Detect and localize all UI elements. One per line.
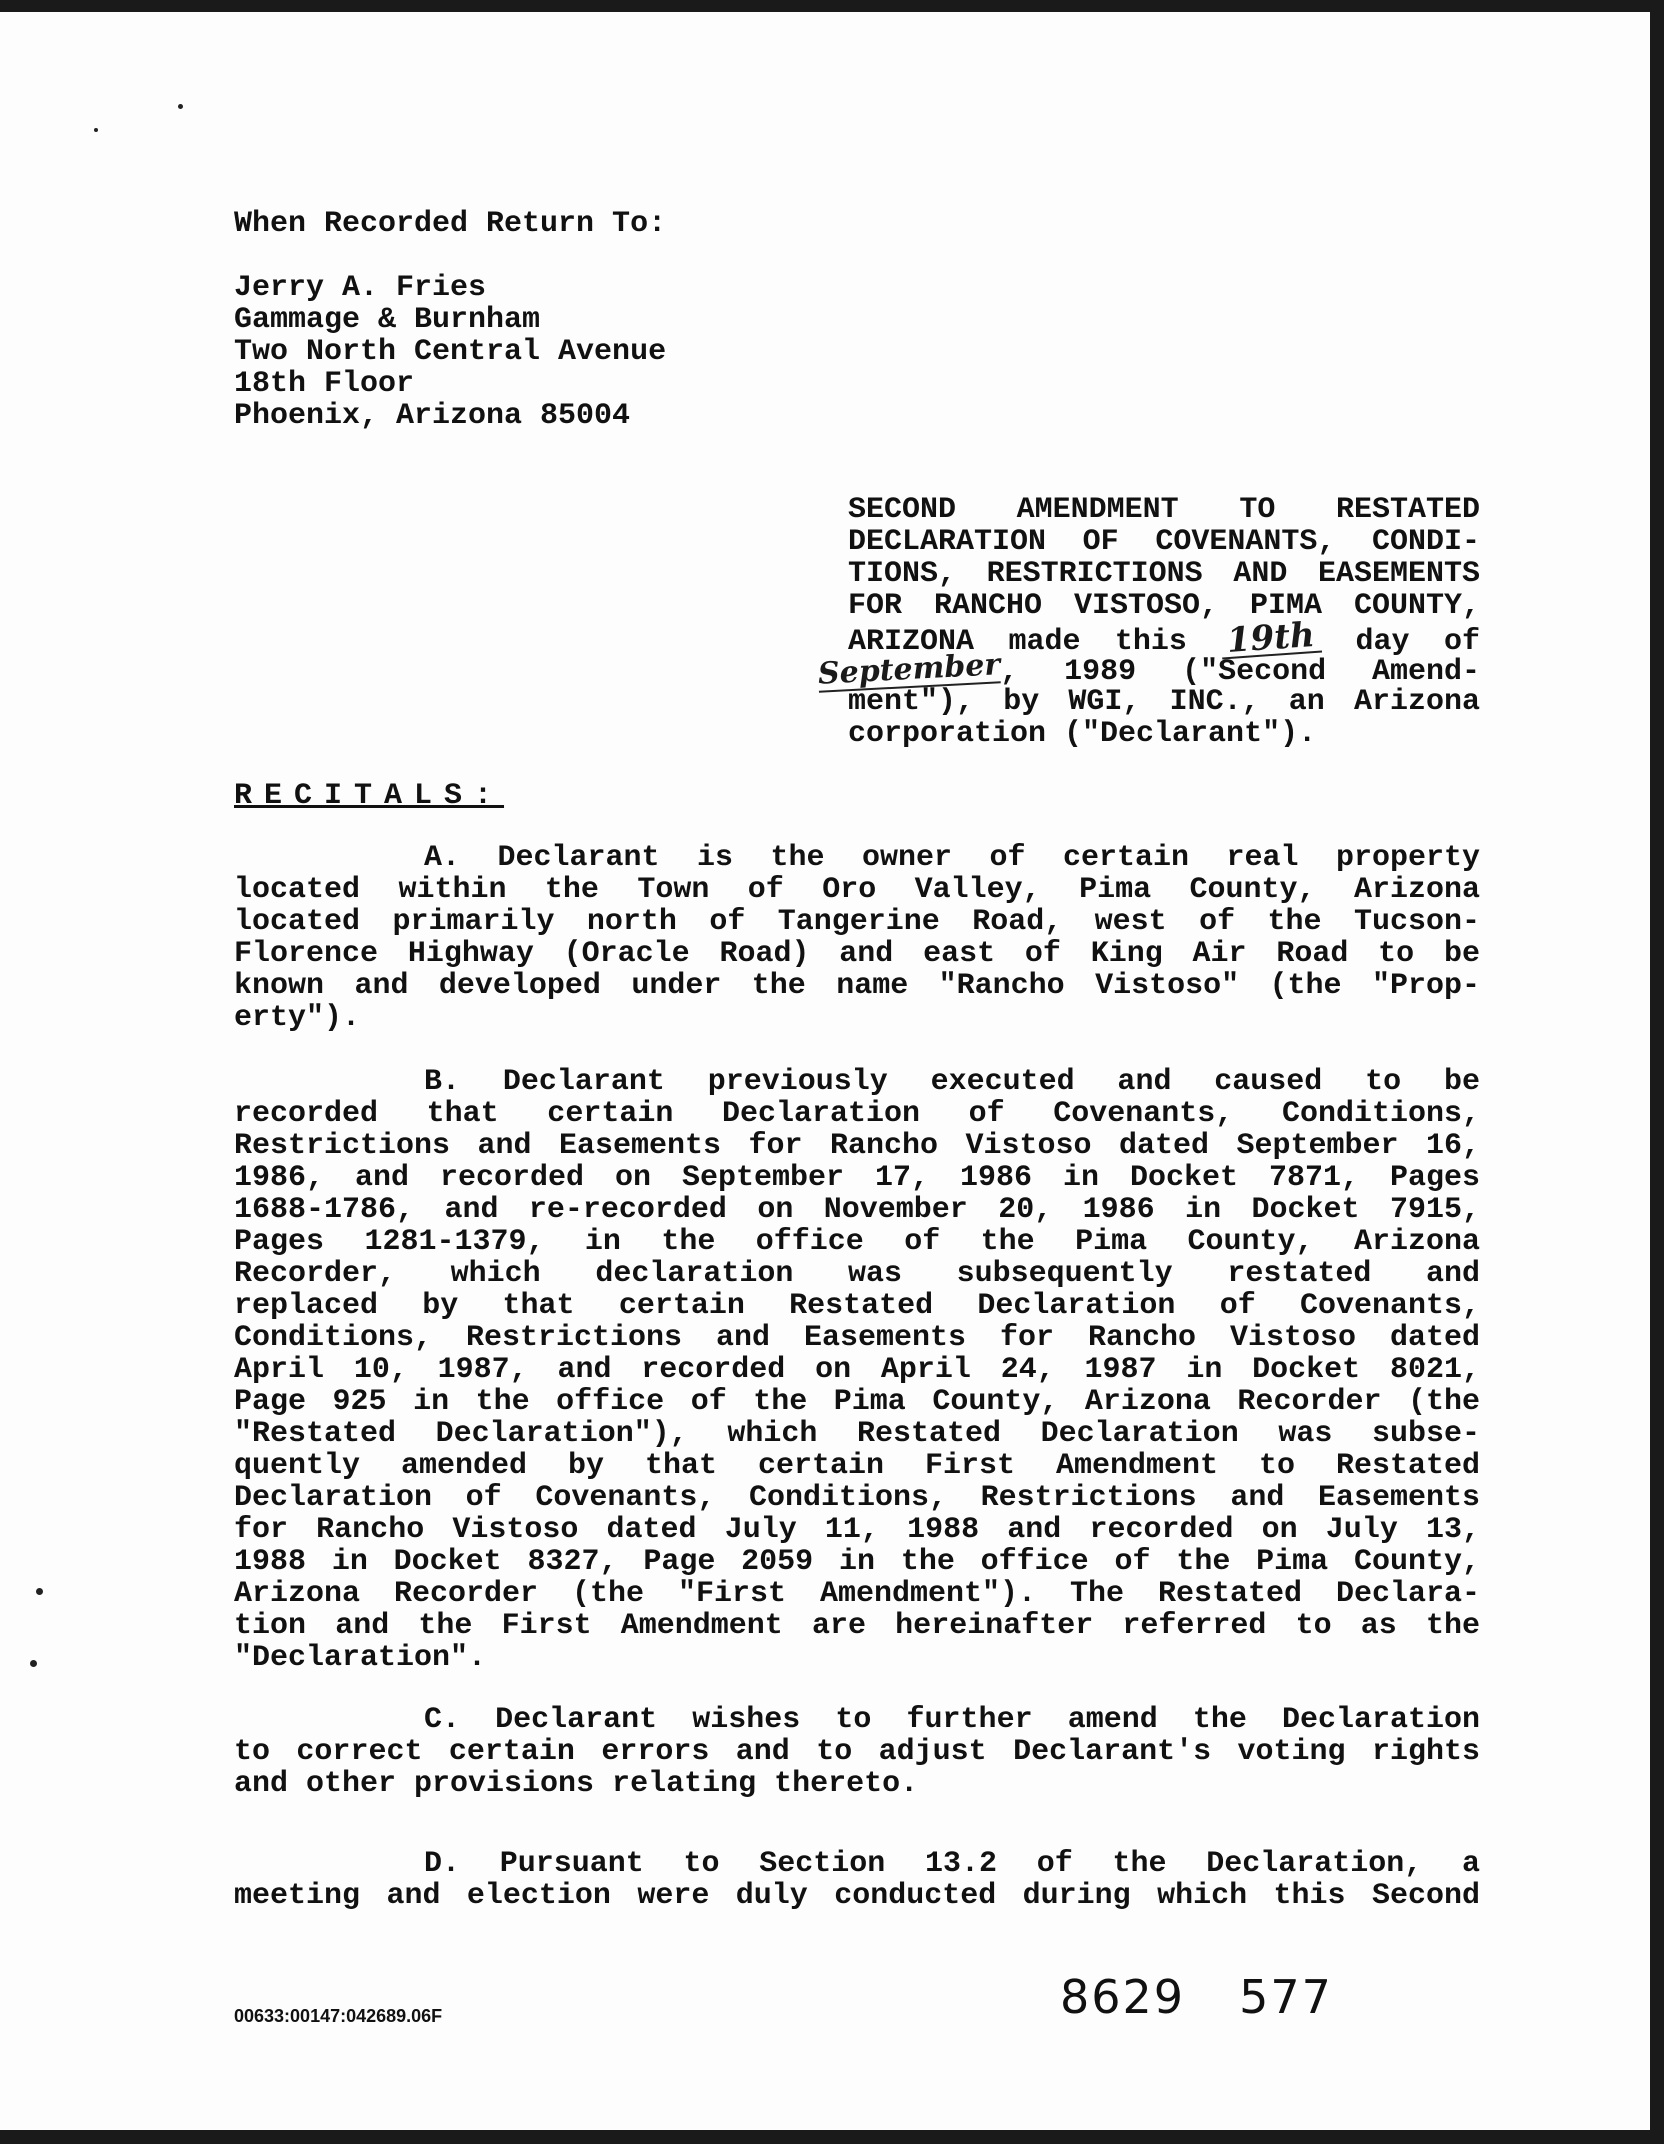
paragraph-line: Page 925 in the office of the Pima County, Arizona Recorder (the (234, 1386, 1480, 1418)
recitals-heading: RECITALS: (234, 779, 505, 813)
paragraph-line: quently amended by that certain First Amendment to Restated (234, 1450, 1480, 1482)
scan-speck (178, 104, 183, 109)
paragraph-line: Conditions, Restrictions and Easements for Rancho Vistoso dated (234, 1322, 1480, 1354)
paragraph-line: Declaration of Covenants, Conditions, Restrictions and Easements (234, 1482, 1480, 1514)
scan-speck (36, 1588, 43, 1595)
address-line: 18th Floor (234, 367, 415, 401)
paragraph-line: April 10, 1987, and recorded on April 24, 1987 in Docket 8021, (234, 1354, 1480, 1386)
paragraph-line: and other provisions relating thereto. (234, 1768, 919, 1800)
paragraph-line: Pages 1281-1379, in the office of the Pima County, Arizona (234, 1226, 1480, 1258)
paragraph-line: tion and the First Amendment are hereinafter referred to as the (234, 1610, 1480, 1642)
paragraph-line: Recorder, which declaration was subsequently restated and (234, 1258, 1480, 1290)
paragraph-line: 1988 in Docket 8327, Page 2059 in the office of the Pima County, (234, 1546, 1480, 1578)
paragraph-line: to correct certain errors and to adjust Declarant's voting rights (234, 1736, 1480, 1768)
paragraph-line: recorded that certain Declaration of Covenants, Conditions, (234, 1098, 1480, 1130)
paragraph-line: erty"). (234, 1002, 361, 1034)
scan-edge-bottom (0, 2130, 1664, 2144)
title-line: corporation ("Declarant"). (848, 717, 1317, 751)
paragraph-line: "Declaration". (234, 1642, 487, 1674)
document-code: 00633:00147:042689.06F (234, 2006, 443, 2026)
recital-paragraph-a (234, 842, 1480, 1034)
address-line: Gammage & Burnham (234, 303, 541, 337)
paragraph-line: C. Declarant wishes to further amend the Declaration (424, 1704, 1480, 1736)
handwritten-month: September (817, 647, 1002, 692)
title-year-suffix: , 1989 ("Second Amend- (1000, 655, 1480, 689)
paragraph-line: A. Declarant is the owner of certain real property (424, 842, 1480, 874)
paragraph-line: Florence Highway (Oracle Road) and east of King Air Road to be (234, 938, 1480, 970)
recital-paragraph-b (234, 1066, 1480, 1674)
paragraph-line: Restrictions and Easements for Rancho Vistoso dated September 16, (234, 1130, 1480, 1162)
recital-paragraph-c (234, 1704, 1480, 1800)
title-line: ment"), by WGI, INC., an Arizona (848, 685, 1480, 719)
title-date-prefix: ARIZONA made this (848, 625, 1187, 659)
recital-paragraph-d (234, 1848, 1480, 1912)
title-line: FOR RANCHO VISTOSO, PIMA COUNTY, (848, 589, 1480, 623)
recording-stamp (1060, 1970, 1333, 2024)
paragraph-line: known and developed under the name "Rancho Vistoso" (the "Prop- (234, 970, 1480, 1002)
paragraph-line: Arizona Recorder (the "First Amendment"). The Restated Declara- (234, 1578, 1480, 1610)
scan-edge-top (0, 0, 1664, 12)
title-line-month (817, 647, 1480, 692)
scan-edge-right (1650, 0, 1664, 2144)
scan-speck (94, 128, 98, 132)
address-line: Two North Central Avenue (234, 335, 667, 369)
title-line: SECOND AMENDMENT TO RESTATED (848, 493, 1480, 527)
document-title-block (817, 493, 1480, 751)
paragraph-line: "Restated Declaration"), which Restated Declaration was subse- (234, 1418, 1480, 1450)
paragraph-line: for Rancho Vistoso dated July 11, 1988 and recorded on July 13, (234, 1514, 1480, 1546)
return-address (234, 272, 666, 432)
scan-speck (30, 1660, 37, 1667)
handwritten-day: 19th (1220, 619, 1322, 660)
paragraph-line: 1986, and recorded on September 17, 1986 in Docket 7871, Pages (234, 1162, 1480, 1194)
address-line: Jerry A. Fries (234, 271, 487, 305)
paragraph-line: D. Pursuant to Section 13.2 of the Declaration, a (424, 1848, 1480, 1880)
paragraph-line: meeting and election were duly conducted during which this Second (234, 1880, 1480, 1912)
title-line: DECLARATION OF COVENANTS, CONDI- (848, 525, 1480, 559)
paragraph-line: located primarily north of Tangerine Road, west of the Tucson- (234, 906, 1480, 938)
return-to-heading: When Recorded Return To: (234, 207, 667, 241)
title-date-suffix: day of (1355, 625, 1480, 659)
paragraph-line: 1688-1786, and re-recorded on November 20, 1986 in Docket 7915, (234, 1194, 1480, 1226)
paragraph-line: B. Declarant previously executed and caused to be (424, 1066, 1480, 1098)
paragraph-line: located within the Town of Oro Valley, Pima County, Arizona (234, 874, 1480, 906)
docket-number: 8629 (1060, 1970, 1186, 2024)
title-line: TIONS, RESTRICTIONS AND EASEMENTS (848, 557, 1480, 591)
page-number: 577 (1239, 1970, 1333, 2024)
address-line: Phoenix, Arizona 85004 (234, 399, 631, 433)
paragraph-line: replaced by that certain Restated Declaration of Covenants, (234, 1290, 1480, 1322)
